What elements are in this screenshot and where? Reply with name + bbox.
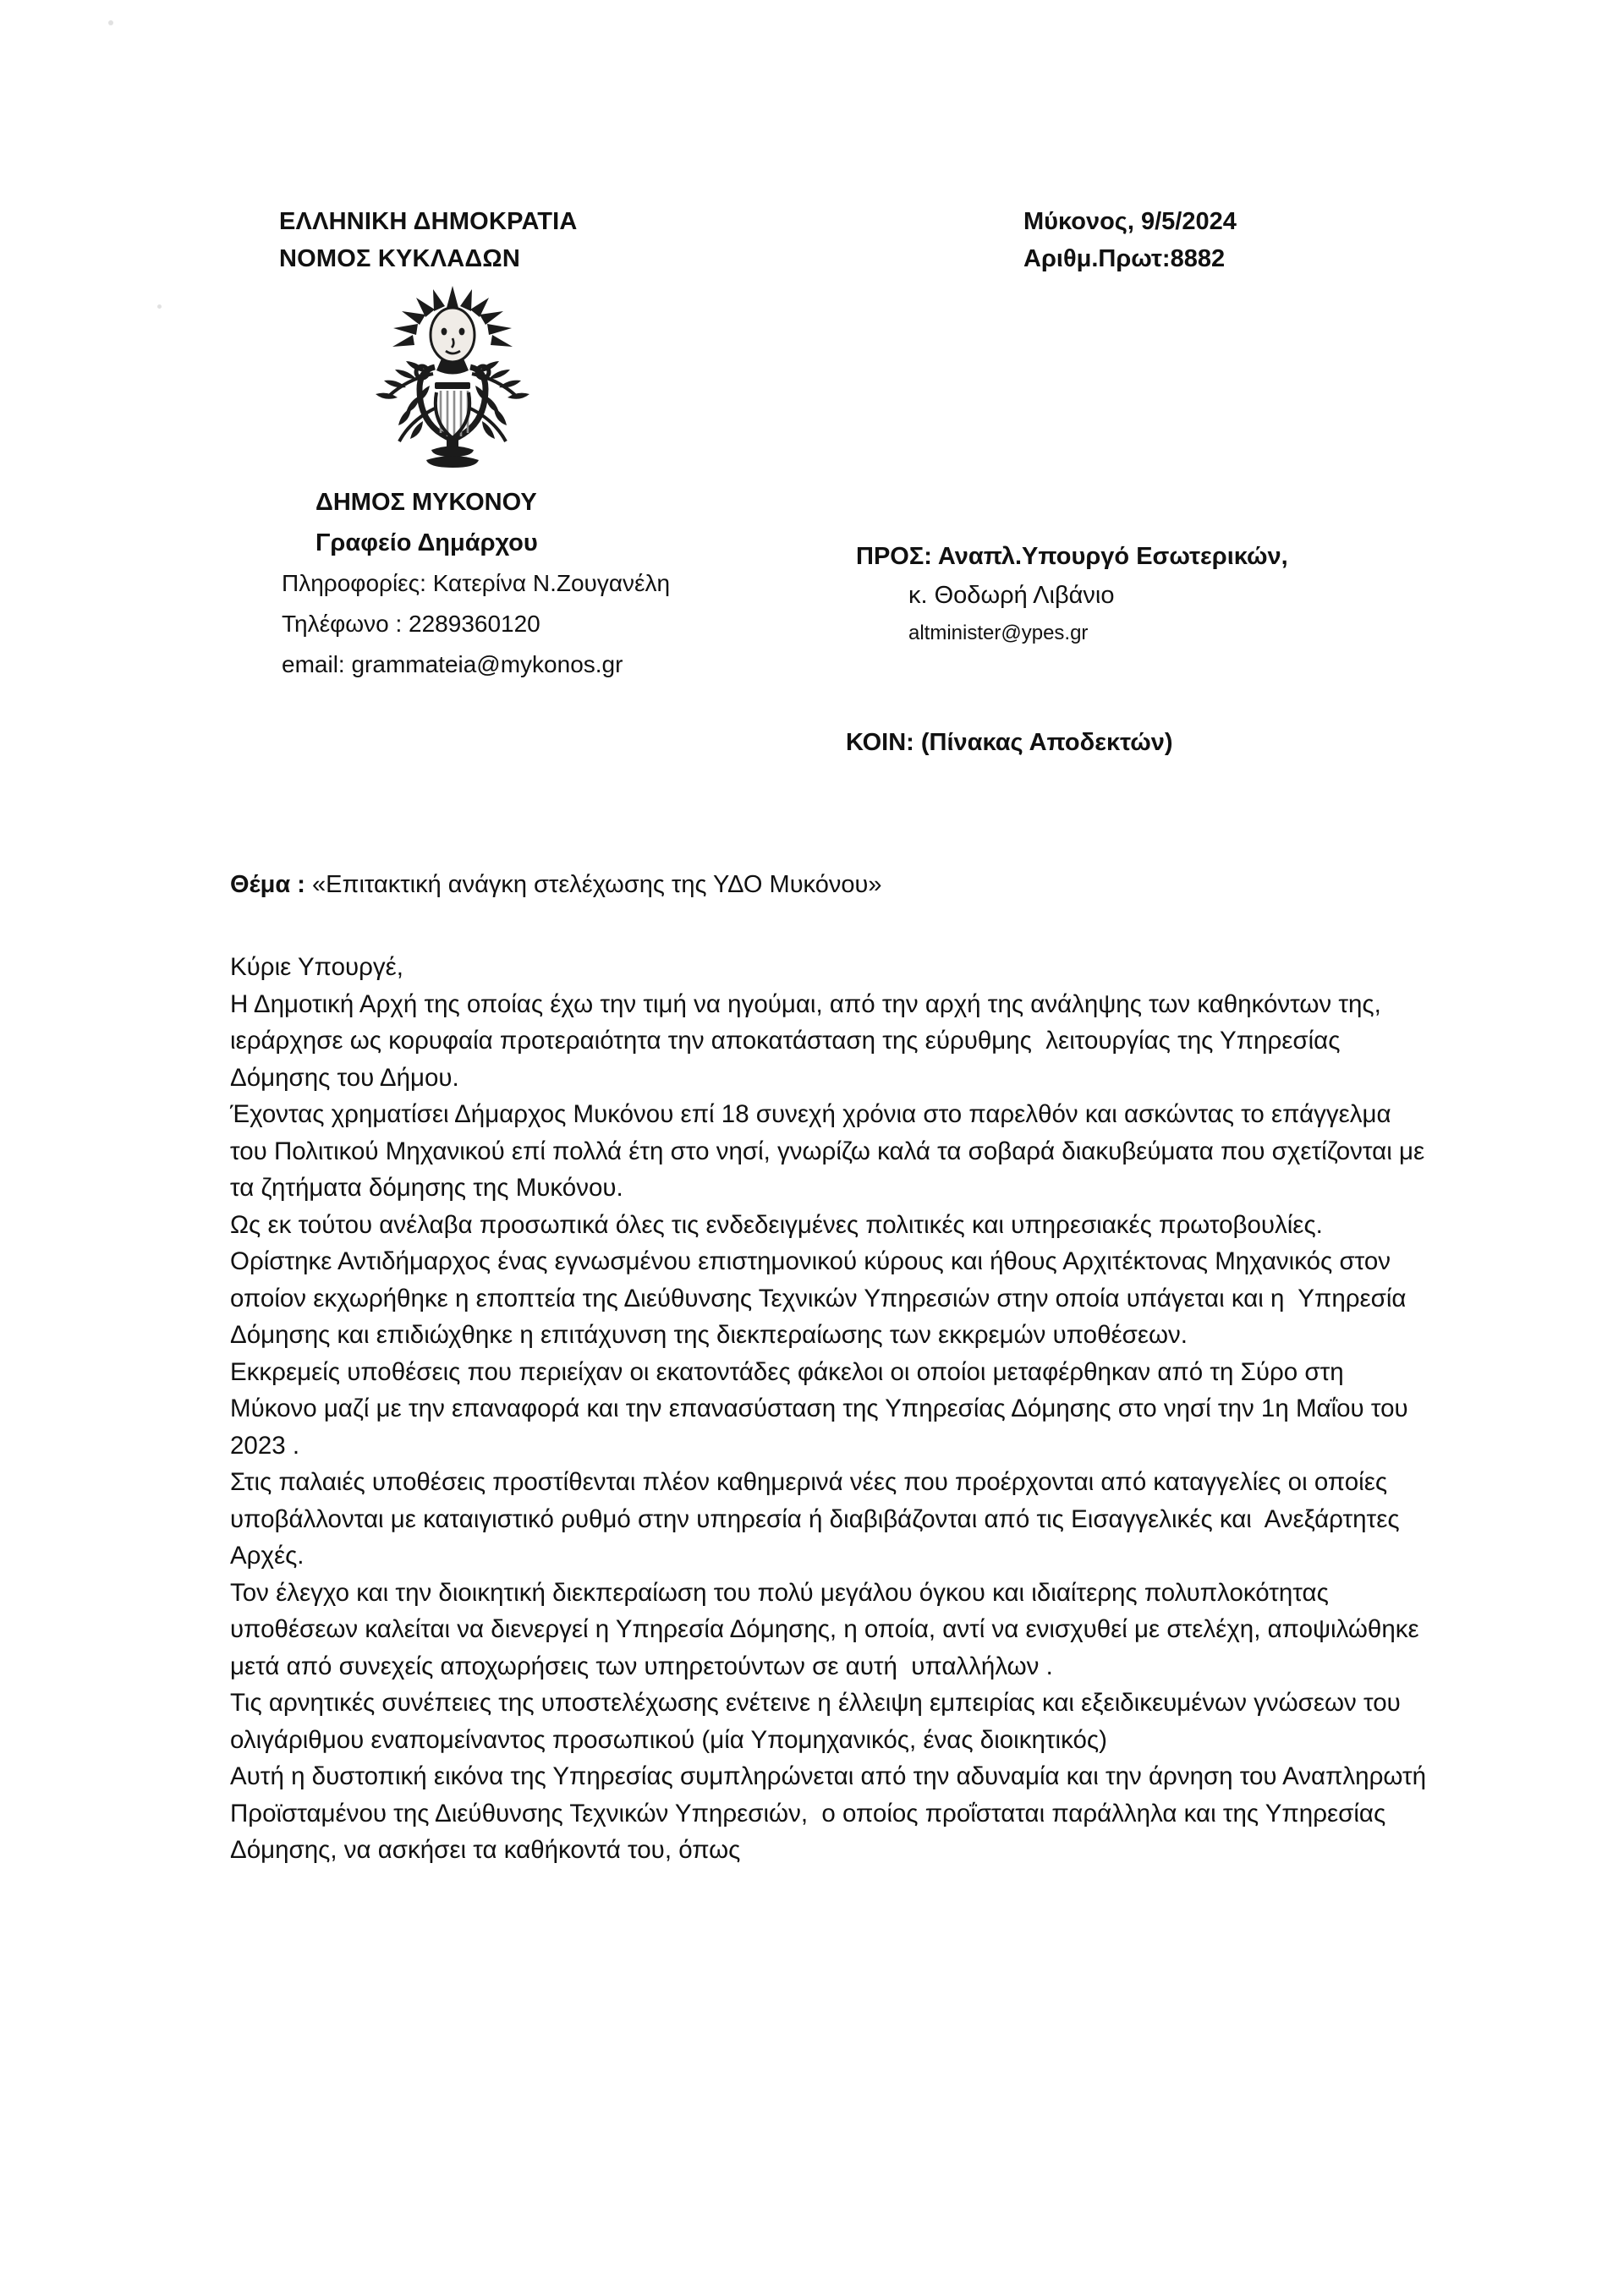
department-contact-block bbox=[282, 482, 823, 685]
recipient-email: altminister@ypes.gr bbox=[908, 622, 1089, 644]
place-date: Μύκονος, 9/5/2024 bbox=[1023, 208, 1237, 235]
contact-phone: Τηλέφωνο : 2289360120 bbox=[282, 611, 540, 637]
cc-line: ΚΟΙΝ: (Πίνακας Αποδεκτών) bbox=[846, 729, 1173, 756]
body-paragraph: Στις παλαιές υποθέσεις προστίθενται πλέον καθημερινά νέες που προέρχονται από καταγγελίες οι οποίες υποβάλλονται με καταιγιστικό ρυθμό στην υπηρεσία ή διαβιβάζονται από τις Εισαγγελικές και Ανεξάρτητες Αρχές. bbox=[230, 1468, 1406, 1570]
body-paragraph: Η Δημοτική Αρχή της οποίας έχω την τιμή να ηγούμαι, από την αρχή της ανάληψης των καθηκόντων της, ιεράρχησε ως κορυφαία προτεραιότητα την αποκατάσταση της εύρυθμης λειτουργίας της Υπηρεσίας Δόμησης του Δήμου. bbox=[230, 989, 1389, 1092]
letter-body bbox=[230, 949, 1434, 1869]
recipient-value: Αναπλ.Υπουργό Εσωτερικών, bbox=[937, 543, 1288, 570]
place-date-protocol bbox=[1023, 203, 1565, 277]
republic-line: ΕΛΛΗΝΙΚΗ ΔΗΜΟΚΡΑΤΙΑ bbox=[279, 208, 578, 235]
letterhead bbox=[0, 203, 1624, 321]
recipient-title bbox=[856, 537, 1448, 576]
body-paragraph: Τον έλεγχο και την διοικητική διεκπεραίωση του πολύ μεγάλου όγκου και ιδιαίτερης πολυπλοκότητας υποθέσεων καλείται να διενεργεί η Υπηρεσία Δόμησης, η οποία, αντί να ενισχυθεί με στελέχη, αποψιλώθηκε μετά από συνεχείς αποχωρήσεις των υπηρετούντων σε αυτή υπαλλήλων . bbox=[230, 1578, 1426, 1680]
recipient-block bbox=[856, 537, 1448, 652]
issuing-authority bbox=[279, 203, 753, 277]
scan-speckle bbox=[108, 20, 113, 25]
subject-label: Θέμα : bbox=[230, 871, 305, 898]
subject-line bbox=[230, 871, 881, 899]
lyre-emblem-icon bbox=[364, 279, 541, 474]
prefecture-line: ΝΟΜΟΣ ΚΥΚΛΑΔΩΝ bbox=[279, 245, 521, 272]
office-name: Γραφείο Δημάρχου bbox=[315, 529, 538, 556]
subject-text: «Επιτακτική ανάγκη στελέχωσης της ΥΔΟ Μυκόνου» bbox=[304, 871, 882, 898]
salutation: Κύριε Υπουργέ, bbox=[230, 953, 403, 981]
protocol-number: Αριθμ.Πρωτ:8882 bbox=[1023, 245, 1226, 272]
municipality-name: ΔΗΜΟΣ ΜΥΚΟΝΟΥ bbox=[315, 489, 537, 516]
recipient-label: ΠΡΟΣ: bbox=[856, 543, 932, 570]
body-paragraph: Εκκρεμείς υποθέσεις που περιείχαν οι εκατοντάδες φάκελοι οι οποίοι μεταφέρθηκαν από τη Σύρο στη Μύκονο μαζί με την επαναφορά και την επανασύσταση της Υπηρεσίας Δόμησης στο νησί την 1η Μαΐου του 2023 . bbox=[230, 1357, 1415, 1460]
body-paragraph: Ως εκ τούτου ανέλαβα προσωπικά όλες τις ενδεδειγμένες πολιτικές και υπηρεσιακές πρωτοβουλίες. Ορίστηκε Αντιδήμαρχος ένας εγνωσμένου επιστημονικού κύρους και ήθους Αρχιτέκτονας Μηχανικός στον οποίον εκχωρήθηκε η εποπτεία της Διεύθυνσης Τεχνικών Υπηρεσιών στην οποία υπάγεται και η Υπηρεσία Δόμησης και επιδιώχθηκε η επιτάχυνση της διεκπεραίωσης των εκκρεμών υποθέσεων. bbox=[230, 1210, 1413, 1349]
body-paragraph: Έχοντας χρηματίσει Δήμαρχος Μυκόνου επί 18 συνεχή χρόνια στο παρελθόν και ασκώντας το επάγγελμα του Πολιτικού Μηχανικού επί πολλά έτη στο νησί, γνωρίζω καλά τα σοβαρά διακυβεύματα που σχετίζονται με τα ζητήματα δόμησης της Μυκόνου. bbox=[230, 1100, 1432, 1202]
contact-email: email: grammateia@mykonos.gr bbox=[282, 651, 623, 677]
contact-person: Πληροφορίες: Κατερίνα Ν.Ζουγανέλη bbox=[282, 570, 671, 596]
recipient-person: κ. Θοδωρή Λιβάνιο bbox=[908, 582, 1115, 609]
body-paragraph: Τις αρνητικές συνέπειες της υποστελέχωσης ενέτεινε η έλλειψη εμπειρίας και εξειδικευμένων γνώσεων του ολιγάριθμου εναπομείναντος προσωπικού (μία Υπομηχανικός, ένας διοικητικός) bbox=[230, 1689, 1407, 1754]
body-paragraph: Αυτή η δυστοπική εικόνα της Υπηρεσίας συμπληρώνεται από την αδυναμία και την άρνηση του Αναπληρωτή Προϊσταμένου της Διεύθυνσης Τεχνικών Υπηρεσιών, ο οποίος προΐσταται παράλληλα και της Υπηρεσίας Δόμησης, να ασκήσει τα καθήκοντά του, όπως bbox=[230, 1762, 1434, 1864]
